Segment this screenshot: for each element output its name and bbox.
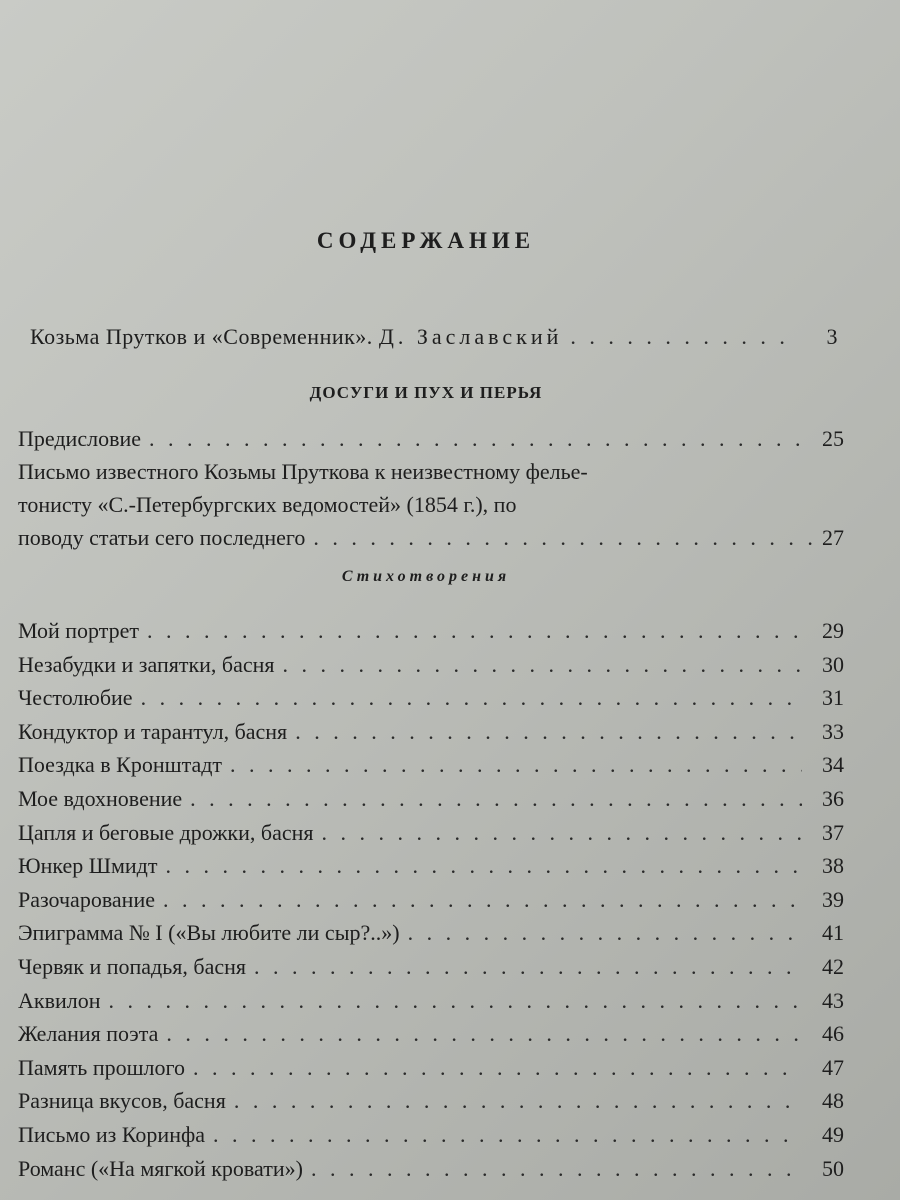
toc-entry-line: Письмо известного Козьмы Пруткова к неизвестному фелье- [18, 459, 588, 484]
page-title: СОДЕРЖАНИЕ [316, 228, 536, 253]
toc-entry [18, 748, 844, 781]
toc-entry [18, 849, 844, 882]
toc-entry-title: Письмо из Коринфа [18, 1122, 205, 1147]
toc-entry [18, 614, 844, 647]
dot-leader [147, 614, 802, 647]
toc-entry-page: 27 [822, 525, 844, 550]
section-heading: ДОСУГИ И ПУХ И ПЕРЬЯ [309, 383, 543, 402]
toc-entry [18, 1118, 844, 1151]
toc-entry [18, 1084, 844, 1117]
dot-leader [408, 916, 802, 949]
toc-entry [18, 950, 844, 983]
dot-leader [234, 1084, 802, 1117]
toc-entry-title: Романс («На мягкой кровати») [18, 1155, 303, 1181]
dot-leader [141, 681, 802, 714]
toc-entry [18, 648, 844, 681]
toc-entry [18, 916, 844, 949]
toc-entry [18, 782, 844, 815]
toc-entry-title: Цапля и беговые дрожки, басня [18, 819, 314, 845]
toc-entry-title: Желания поэта [18, 1021, 159, 1047]
toc-entry-page: 30 [822, 651, 844, 677]
toc-entry [18, 984, 844, 1017]
toc-entry-title: Незабудки и запятки, басня [18, 651, 275, 677]
toc-entry-intro [30, 320, 838, 353]
toc-entry-page: 33 [822, 718, 844, 744]
dot-leader [163, 883, 802, 916]
toc-entry-page: 50 [822, 1155, 844, 1181]
toc-entry-title: Предисловие [18, 426, 141, 451]
toc-entry-page: 36 [822, 786, 844, 811]
dot-leader [193, 1051, 802, 1084]
toc-entry-page: 49 [822, 1122, 844, 1147]
toc-entry-title: Червяк и попадья, басня [18, 954, 247, 979]
toc-entry-page: 29 [822, 618, 844, 643]
toc-entry-title: Кондуктор и тарантул, басня [18, 718, 288, 744]
dot-leader [213, 1118, 802, 1151]
dot-leader [166, 849, 803, 882]
dot-leader [149, 422, 802, 455]
toc-entry-title: Эпиграмма № I («Вы любите ли сыр?..») [18, 920, 400, 946]
dot-leader [230, 748, 802, 781]
toc-entry-page: 43 [822, 987, 844, 1013]
toc-entry-title: Поездка в Кронштадт [18, 752, 223, 778]
toc-entry-page: 39 [822, 886, 844, 912]
toc-entry-title: Козьма Прутков и «Современник». [30, 324, 373, 349]
dot-leader [254, 950, 802, 983]
toc-entry [18, 816, 844, 849]
toc-entry-title: Память прошлого [18, 1054, 186, 1080]
toc-entry-page: 41 [822, 920, 844, 946]
toc-entry [18, 1152, 844, 1185]
dot-leader [295, 715, 802, 748]
toc-entry-page: 42 [822, 954, 844, 979]
toc-entry-page: 46 [822, 1021, 844, 1047]
toc-entry [18, 1051, 844, 1084]
subsection-heading: Стихотворения [341, 568, 511, 585]
toc-entry-title: Разочарование [18, 886, 155, 912]
toc-entry-page: 37 [822, 819, 844, 845]
dot-leader [283, 648, 802, 681]
toc-entry-title: Юнкер Шмидт [18, 853, 158, 879]
toc-entry-author: Д. Заславский [378, 324, 563, 349]
toc-entry-page: 47 [822, 1054, 844, 1080]
toc-entry-title: Мой портрет [18, 618, 140, 643]
toc-entry-letter [18, 455, 844, 554]
toc-entry-page: 31 [822, 685, 844, 711]
toc-entry-title: поводу статьи сего последнего [18, 525, 306, 550]
dot-leader [322, 816, 802, 849]
toc-entry-page: 25 [822, 426, 844, 451]
dot-leader [311, 1152, 802, 1185]
toc-entry-page: 34 [822, 752, 844, 778]
toc-entry-page: 38 [822, 853, 844, 879]
toc-entry-page: 3 [826, 324, 838, 349]
toc-entry-preface [18, 422, 844, 455]
toc-entry-line-last [18, 521, 844, 554]
toc-entry [18, 1017, 844, 1050]
toc-entry-line: тонисту «С.-Петербургских ведомостей» (1854 г.), по [18, 492, 517, 517]
toc-entry [18, 715, 844, 748]
toc-entry-title: Мое вдохновение [18, 786, 183, 811]
toc-entry-title: Разница вкусов, басня [18, 1088, 226, 1114]
dot-leader [109, 984, 803, 1017]
toc-entry-title: Аквилон [18, 987, 101, 1013]
toc-entry-title: Честолюбие [18, 685, 133, 711]
toc-entry-page: 48 [822, 1088, 844, 1114]
dot-leader [190, 782, 802, 815]
dot-leader [570, 320, 796, 353]
dot-leader [166, 1017, 802, 1050]
toc-entry [18, 681, 844, 714]
dot-leader [313, 521, 816, 554]
toc-entry [18, 883, 844, 916]
